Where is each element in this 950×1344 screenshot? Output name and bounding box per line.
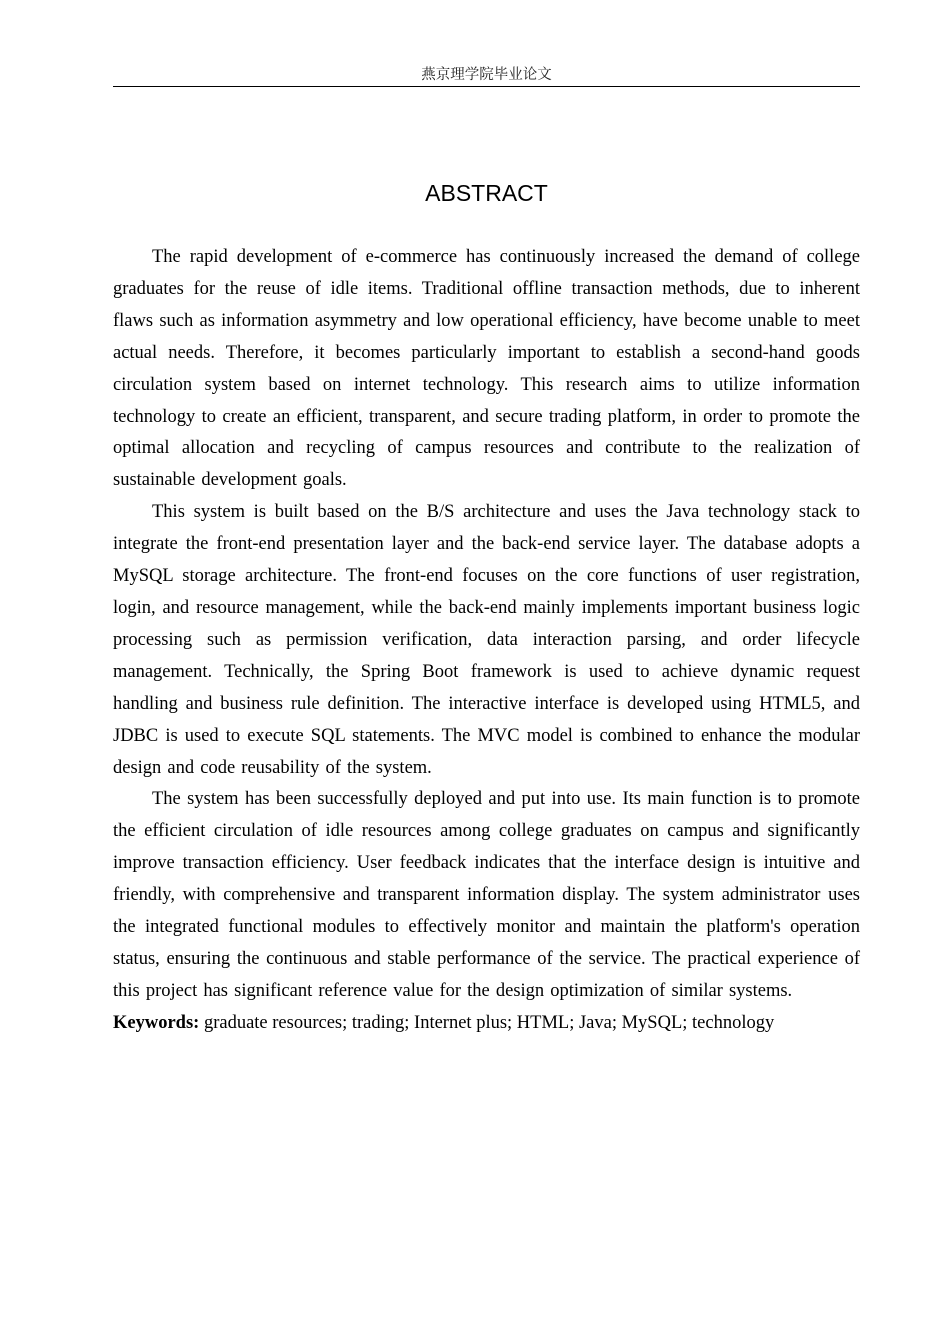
abstract-body [113, 242, 860, 1040]
keywords-text: graduate resources; trading; Internet plus; HTML; Java; MySQL; technology [199, 1012, 775, 1033]
abstract-title: ABSTRACT [425, 180, 548, 206]
page-header: 燕京理学院毕业论文 [113, 64, 860, 87]
abstract-paragraph: The rapid development of e-commerce has continuously increased the demand of college graduates for the reuse of idle items. Traditional offline transaction methods, due to inherent flaws such as information asymmetry and low operational efficiency, have become unable to meet actual needs. Therefore, it becomes particularly important to establish a second-hand goods circulation system based on internet technology. This research aims to utilize information technology to create an efficient, transparent, and secure trading platform, in order to promote the optimal allocation and recycling of campus resources and contribute to the realization of sustainable development goals. [113, 247, 860, 491]
keywords-label: Keywords: [113, 1012, 200, 1033]
keywords-line [113, 1008, 860, 1040]
abstract-paragraph: This system is built based on the B/S architecture and uses the Java technology stack to integrate the front-end presentation layer and the back-end service layer. The database adopts a MySQL storage architecture. The front-end focuses on the core functions of user registration, login, and resource management, while the back-end mainly implements important business logic processing such as permission verification, data interaction parsing, and order lifecycle management. Technically, the Spring Boot framework is used to achieve dynamic request handling and business rule definition. The interactive interface is developed using HTML5, and JDBC is used to execute SQL statements. The MVC model is combined to enhance the modular design and code reusability of the system. [113, 502, 860, 778]
abstract-paragraph: The system has been successfully deployed and put into use. Its main function is to promote the efficient circulation of idle resources among college graduates on campus and significantly improve transaction efficiency. User feedback indicates that the interface design is intuitive and friendly, with comprehensive and transparent information display. The system administrator uses the integrated functional modules to effectively monitor and maintain the platform's operation status, ensuring the continuous and stable performance of the service. The practical experience of this project has significant reference value for the design optimization of similar systems. [113, 789, 860, 1001]
